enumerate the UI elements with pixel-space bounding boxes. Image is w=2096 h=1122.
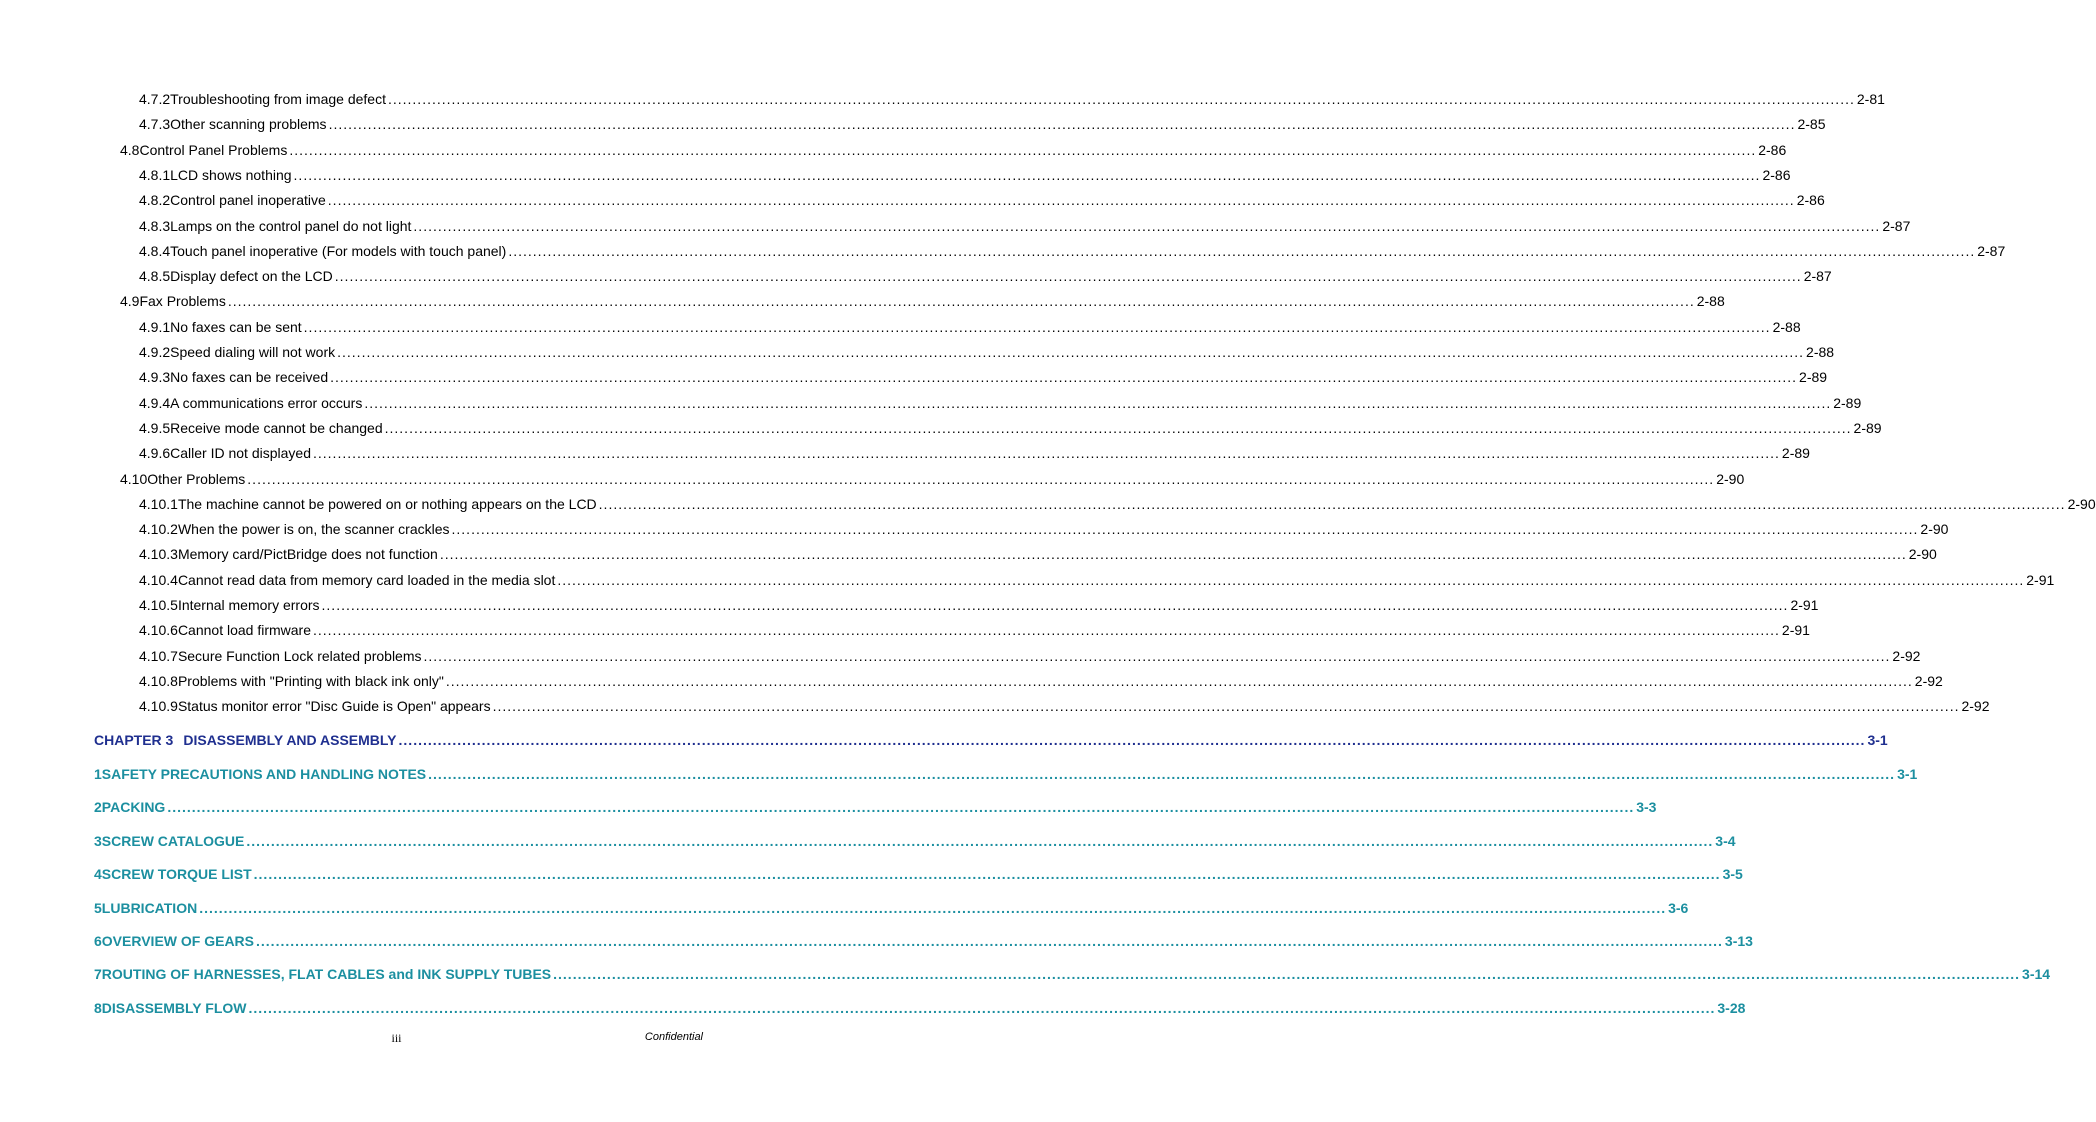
section-number: 5 <box>94 899 102 916</box>
toc-entry-title: Other scanning problems <box>170 116 327 133</box>
toc-entry-page: 2-81 <box>1856 91 1885 107</box>
toc-entry-page: 2-89 <box>1833 394 1862 411</box>
dot-leader: ............................................................................................................................................................................................................................................................................................................ <box>557 571 2025 588</box>
section-title: LUBRICATION <box>101 899 198 916</box>
dot-leader: ............................................................................................................................................................................................................................................................................................................ <box>384 419 1852 436</box>
toc-entry-title: Receive mode cannot be changed <box>170 419 383 436</box>
section-page: 3-1 <box>1897 766 1918 782</box>
toc-entry[interactable] <box>139 369 1828 386</box>
toc-entry-page: 2-91 <box>1781 622 1810 639</box>
dot-leader: ............................................................................................................................................................................................................................................................................................................ <box>364 394 1832 411</box>
section-page: 3-28 <box>1717 999 1746 1016</box>
toc-entry[interactable] <box>120 293 1725 310</box>
toc-entry-page: 2-90 <box>2067 495 2096 512</box>
toc-entry-title: Cannot load firmware <box>177 622 311 639</box>
section-entry[interactable] <box>94 866 1743 883</box>
toc-entry-number: 4.8.2 <box>139 192 171 209</box>
toc-entry-title: Speed dialing will not work <box>170 344 336 360</box>
toc-entry[interactable] <box>139 192 1825 209</box>
toc-entry[interactable] <box>139 647 1921 664</box>
toc-entry[interactable] <box>139 672 1943 689</box>
section-entry[interactable] <box>94 832 1736 849</box>
dot-leader: ............................................................................................................................................................................................................................................................................................................ <box>334 268 1802 285</box>
toc-entry-number: 4.8.5 <box>139 268 171 285</box>
toc-entry-page: 2-86 <box>1796 192 1825 209</box>
chapter-page: 3-1 <box>1867 732 1888 748</box>
toc-entry-page: 2-92 <box>1961 698 1990 715</box>
toc-entry-number: 4.9.6 <box>139 445 171 462</box>
toc-entry-title: Fax Problems <box>139 293 226 310</box>
toc-entry-title: Status monitor error "Disc Guide is Open" appears <box>177 698 491 715</box>
toc-entry-title: No faxes can be received <box>170 369 329 386</box>
toc-entry-page: 2-89 <box>1781 445 1810 462</box>
toc-entry-title: Control Panel Problems <box>139 141 288 158</box>
dot-leader: ............................................................................................................................................................................................................................................................................................................ <box>439 546 1907 563</box>
dot-leader: ............................................................................................................................................................................................................................................................................................................ <box>451 521 1919 538</box>
section-number: 6 <box>94 933 102 949</box>
toc-entry[interactable] <box>139 268 1832 285</box>
toc-entry-number: 4.10.4 <box>139 571 178 588</box>
toc-entry-title: Caller ID not displayed <box>170 445 311 462</box>
toc-entry-page: 2-91 <box>2026 571 2055 588</box>
section-title: SAFETY PRECAUTIONS AND HANDLING NOTES <box>101 766 427 782</box>
toc-entry[interactable] <box>139 495 2096 512</box>
toc-entry[interactable] <box>139 698 1990 715</box>
section-page: 3-5 <box>1722 866 1743 883</box>
dot-leader: ............................................................................................................................................................................................................................................................................................................ <box>553 966 2021 983</box>
dot-leader: ............................................................................................................................................................................................................................................................................................................ <box>321 597 1789 613</box>
toc-entry[interactable] <box>139 91 1885 107</box>
section-title: SCREW CATALOGUE <box>101 832 245 849</box>
toc-entry-number: 4.9.3 <box>139 369 171 386</box>
section-number: 2 <box>94 799 102 816</box>
toc-entry-number: 4.8.3 <box>139 217 171 234</box>
section-number: 7 <box>94 966 102 983</box>
confidential-label: Confidential <box>644 1031 703 1043</box>
dot-leader: ............................................................................................................................................................................................................................................................................................................ <box>598 495 2066 512</box>
toc-entry-number: 4.10.6 <box>139 622 178 639</box>
dot-leader: ............................................................................................................................................................................................................................................................................................................ <box>423 647 1891 664</box>
toc-entry[interactable] <box>139 419 1882 436</box>
dot-leader: ............................................................................................................................................................................................................................................................................................................ <box>289 141 1757 158</box>
dot-leader: ............................................................................................................................................................................................................................................................................................................ <box>253 866 1721 883</box>
toc-entry-page: 2-85 <box>1797 116 1826 133</box>
toc-entry[interactable] <box>139 546 1937 563</box>
toc-entry-page: 2-92 <box>1914 672 1943 689</box>
section-title: SCREW TORQUE LIST <box>101 866 252 883</box>
section-number: 3 <box>94 832 102 849</box>
toc-entry-page: 2-87 <box>1977 242 2006 259</box>
toc-entry-page: 2-89 <box>1799 369 1828 386</box>
dot-leader: ............................................................................................................................................................................................................................................................................................................ <box>330 369 1798 386</box>
dot-leader: ............................................................................................................................................................................................................................................................................................................ <box>508 242 1976 259</box>
toc-entry-page: 2-87 <box>1803 268 1832 285</box>
dot-leader: ............................................................................................................................................................................................................................................................................................................ <box>247 470 1715 487</box>
section-page: 3-14 <box>2022 966 2051 983</box>
toc-entry-page: 2-86 <box>1758 141 1787 158</box>
toc-entry-page: 2-88 <box>1806 344 1835 360</box>
toc-entry-number: 4.10.2 <box>139 521 178 538</box>
toc-entry-page: 2-86 <box>1762 166 1791 183</box>
section-entry[interactable] <box>94 799 1657 816</box>
dot-leader: ............................................................................................................................................................................................................................................................................................................ <box>387 91 1855 107</box>
toc-entry-number: 4.10.9 <box>139 698 178 715</box>
toc-entry-number: 4.10.1 <box>139 495 178 512</box>
toc-entry-page: 2-88 <box>1772 318 1801 335</box>
toc-entry[interactable] <box>139 597 1819 613</box>
toc-entry-number: 4.10.5 <box>139 597 178 613</box>
section-page: 3-3 <box>1636 799 1657 816</box>
toc-entry-page: 2-92 <box>1892 647 1921 664</box>
toc-entry-number: 4.8.1 <box>139 166 171 183</box>
toc-entry[interactable] <box>139 116 1826 133</box>
toc-entry-number: 4.10.8 <box>139 672 178 689</box>
toc-entry[interactable] <box>120 141 1787 158</box>
toc-entry-number: 4.10.7 <box>139 647 178 664</box>
toc-entry-title: No faxes can be sent <box>170 318 302 335</box>
dot-leader: ............................................................................................................................................................................................................................................................................................................ <box>256 933 1723 949</box>
dot-leader: ............................................................................................................................................................................................................................................................................................................ <box>313 622 1780 639</box>
toc-entry-title: Touch panel inoperative (For models with touch panel) <box>170 242 507 259</box>
toc-entry-page: 2-90 <box>1716 470 1745 487</box>
section-entry[interactable] <box>94 966 2051 983</box>
toc-entry-number: 4.9.2 <box>139 344 171 360</box>
section-title: ROUTING OF HARNESSES, FLAT CABLES and INK SUPPLY TUBES <box>101 966 552 983</box>
dot-leader: ............................................................................................................................................................................................................................................................................................................ <box>445 672 1913 689</box>
toc-entry-title: Troubleshooting from image defect <box>170 91 386 107</box>
toc-entry[interactable] <box>139 217 1911 234</box>
toc-entry-page: 2-87 <box>1882 217 1911 234</box>
chapter-title: DISASSEMBLY AND ASSEMBLY <box>183 732 397 748</box>
dot-leader: ............................................................................................................................................................................................................................................................................................................ <box>227 293 1695 310</box>
toc-entry[interactable] <box>139 166 1791 183</box>
toc-entry[interactable] <box>139 242 2006 259</box>
toc-entry-title: Internal memory errors <box>177 597 320 613</box>
toc-entry[interactable] <box>139 445 1810 462</box>
toc-entry-title: When the power is on, the scanner crackles <box>177 521 450 538</box>
toc-entry-title: A communications error occurs <box>170 394 363 411</box>
section-page: 3-13 <box>1724 933 1753 949</box>
toc-entry[interactable] <box>139 318 1801 335</box>
toc-entry-page: 2-91 <box>1790 597 1819 613</box>
toc-entry-page: 2-90 <box>1920 521 1949 538</box>
dot-leader: ............................................................................................................................................................................................................................................................................................................ <box>328 116 1796 133</box>
dot-leader: ............................................................................................................................................................................................................................................................................................................ <box>199 899 1667 916</box>
toc-entry[interactable] <box>139 394 1862 411</box>
dot-leader: ............................................................................................................................................................................................................................................................................................................ <box>327 192 1795 209</box>
toc-entry-number: 4.7.2 <box>139 91 171 107</box>
toc-entry[interactable] <box>139 521 1949 538</box>
dot-leader: ............................................................................................................................................................................................................................................................................................................ <box>398 732 1866 748</box>
dot-leader: ............................................................................................................................................................................................................................................................................................................ <box>293 166 1761 183</box>
dot-leader: ............................................................................................................................................................................................................................................................................................................ <box>303 318 1771 335</box>
section-number: 4 <box>94 866 102 883</box>
toc-entry-page: 2-88 <box>1696 293 1725 310</box>
section-page: 3-4 <box>1715 832 1736 849</box>
toc-entry-title: Lamps on the control panel do not light <box>170 217 412 234</box>
dot-leader: ............................................................................................................................................................................................................................................................................................................ <box>248 999 1716 1016</box>
toc-entry-title: Secure Function Lock related problems <box>177 647 422 664</box>
section-title: DISASSEMBLY FLOW <box>101 999 247 1016</box>
toc-entry-number: 4.10 <box>120 470 148 487</box>
dot-leader: ............................................................................................................................................................................................................................................................................................................ <box>413 217 1881 234</box>
toc-entry-number: 4.10.3 <box>139 546 178 563</box>
section-entry[interactable] <box>94 766 1918 782</box>
toc-entry-title: Problems with "Printing with black ink only" <box>177 672 444 689</box>
section-title: OVERVIEW OF GEARS <box>101 933 255 949</box>
dot-leader: ............................................................................................................................................................................................................................................................................................................ <box>337 344 1805 360</box>
toc-entry-number: 4.9 <box>120 293 140 310</box>
toc-entry-title: LCD shows nothing <box>170 166 292 183</box>
toc-entry[interactable] <box>139 622 1810 639</box>
section-number: 8 <box>94 999 102 1016</box>
toc-entry-title: The machine cannot be powered on or nothing appears on the LCD <box>177 495 597 512</box>
toc-entry[interactable] <box>139 344 1835 360</box>
toc-entry-number: 4.9.4 <box>139 394 171 411</box>
chapter-heading[interactable] <box>94 732 1888 748</box>
section-entry[interactable] <box>94 933 1753 949</box>
toc-entry-title: Display defect on the LCD <box>170 268 333 285</box>
section-number: 1 <box>94 766 102 782</box>
toc-entry-title: Cannot read data from memory card loaded in the media slot <box>177 571 556 588</box>
toc-entry-title: Other Problems <box>147 470 246 487</box>
dot-leader: ............................................................................................................................................................................................................................................................................................................ <box>246 832 1714 849</box>
toc-entry-number: 4.9.5 <box>139 419 171 436</box>
section-entry[interactable] <box>94 899 1689 916</box>
section-title: PACKING <box>101 799 166 816</box>
toc-entry-title: Control panel inoperative <box>170 192 326 209</box>
toc-entry[interactable] <box>139 571 2055 588</box>
toc-entry-number: 4.8.4 <box>139 242 171 259</box>
dot-leader: ............................................................................................................................................................................................................................................................................................................ <box>428 766 1896 782</box>
toc-entry-number: 4.7.3 <box>139 116 171 133</box>
toc-entry-number: 4.9.1 <box>139 318 171 335</box>
dot-leader: ............................................................................................................................................................................................................................................................................................................ <box>492 698 1960 715</box>
toc-entry-title: Memory card/PictBridge does not function <box>177 546 438 563</box>
chapter-label: CHAPTER 3 <box>94 732 174 748</box>
section-entry[interactable] <box>94 999 1746 1016</box>
section-page: 3-6 <box>1668 899 1689 916</box>
toc-entry[interactable] <box>120 470 1745 487</box>
dot-leader: ............................................................................................................................................................................................................................................................................................................ <box>167 799 1635 816</box>
toc-entry-page: 2-90 <box>1908 546 1937 563</box>
toc-entry-page: 2-89 <box>1853 419 1882 436</box>
page-number: iii <box>391 1031 402 1045</box>
dot-leader: ............................................................................................................................................................................................................................................................................................................ <box>313 445 1780 462</box>
toc-entry-number: 4.8 <box>120 141 140 158</box>
